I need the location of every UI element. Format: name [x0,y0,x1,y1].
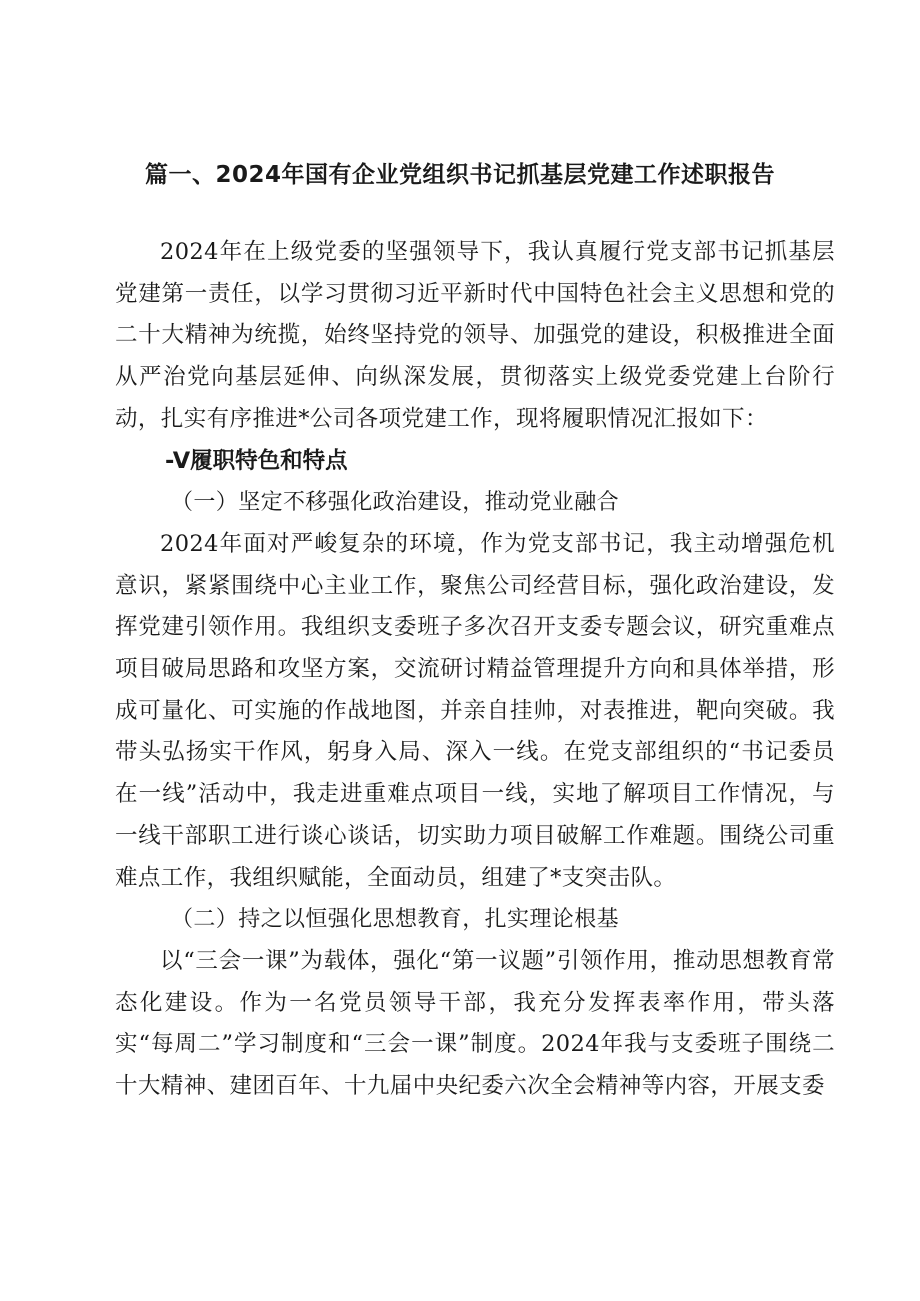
subsection-1-paragraph: 2024年面对严峻复杂的环境，作为党支部书记，我主动增强危机意识，紧紧围绕中心主业工作，聚焦公司经营目标，强化政治建设，发挥党建引领作用。我组织支委班子多次召开支委专题会议，研究重难点项目破局思路和攻坚方案，交流研讨精益管理提升方向和具体举措，形成可量化、可实施的作战地图，并亲自挂帅，对表推进，靶向突破。我带头弘扬实干作风，躬身入局、深入一线。在党支部组织的“书记委员在一线”活动中，我走进重难点项目一线，实地了解项目工作情况，与一线干部职工进行谈心谈话，切实助力项目破解工作难题。围绕公司重难点工作，我组织赋能，全面动员，组建了*支突击队。 [115,530,835,891]
section-heading: -V履职特色和特点 [165,447,348,474]
intro-paragraph: 2024年在上级党委的坚强领导下，我认真履行党支部书记抓基层党建第一责任，以学习贯彻习近平新时代中国特色社会主义思想和党的二十大精神为统揽，始终坚持党的领导、加强党的建设，积极推进全面从严治党向基层延伸、向纵深发展，贯彻落实上级党委党建上台阶行动，扎实有序推进*公司各项党建工作，现将履职情况汇报如下： [115,239,835,432]
subsection-heading-2: （二）持之以恒强化思想教育，扎实理论根基 [171,907,620,933]
document-title: 篇一、2024年国有企业党组织书记抓基层党建工作述职报告 [144,162,775,188]
subsection-2-paragraph: 以“三会一课”为载体，强化“第一议题”引领作用，推动思想教育常态化建设。作为一名党员领导干部，我充分发挥表率作用，带头落实“每周二”学习制度和“三会一课”制度。2024年我与支委班子围绕二十大精神、建团百年、十九届中央纪委六次全会精神等内容，开展支委 [115,947,835,1100]
subsection-heading-1: （一）坚定不移强化政治建设，推动党业融合 [171,490,620,516]
document-body [115,232,835,1108]
